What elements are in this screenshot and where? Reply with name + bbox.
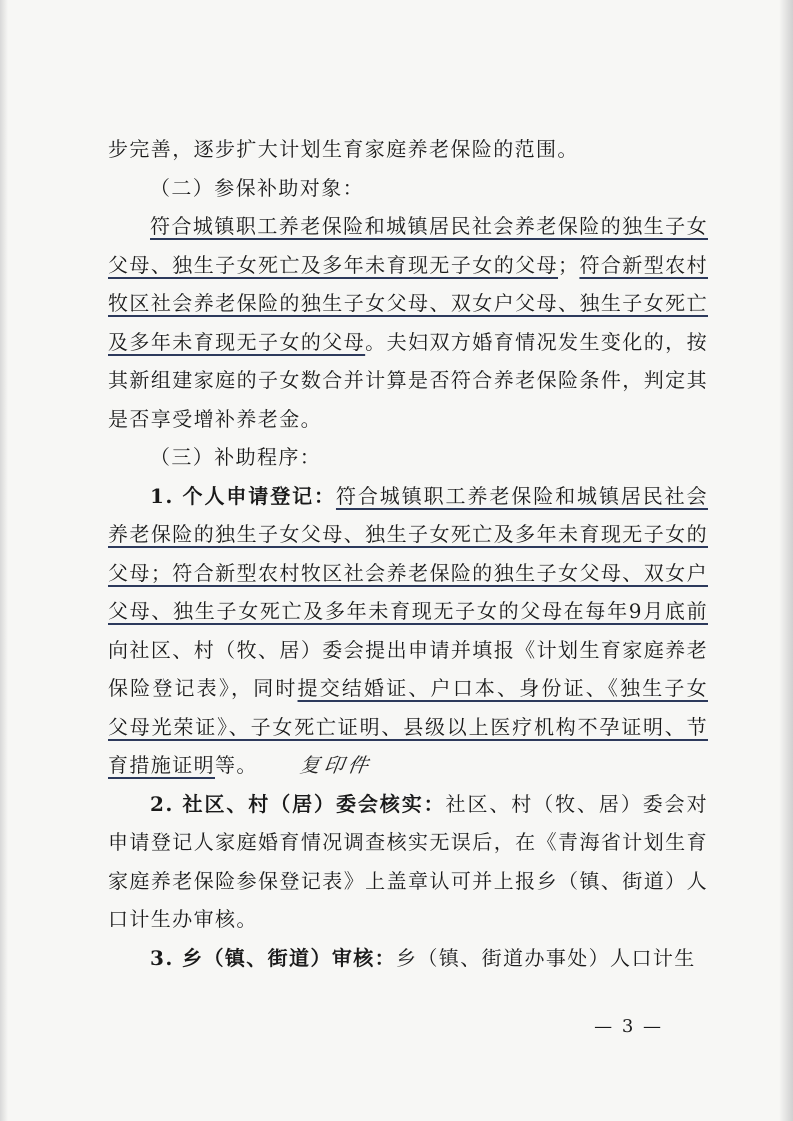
paragraph-text: 等。	[215, 753, 258, 777]
underlined-text: 符合城镇职工养老保险和城镇居民社会养老保险的独生子女父母、独生子女死亡及多年未育现无子女的父母	[108, 214, 708, 277]
underlined-text: 符合城镇职工养老保险和城镇居民社会养老保险的独生子女父母、独生子女死亡及多年未育现无子女的父母；符合新型农村牧区社会养老保险的独生子女父母、双女户父母、独生子女死亡及多年未育现无子女的父母在每年9月底前	[108, 483, 708, 623]
paragraph-text: 。夫妇双方婚育情况发生变化的，按其新组建家庭的子女数合并计算是否符合养老保险条件，判定其是否享受增补养老金。	[108, 329, 708, 431]
scan-edge-right	[779, 0, 793, 1121]
underlined-text: 符合新型农村牧区社会养老保险的独生子女父母、双女户父母、独生子女死亡及多年未育现无子女的父母	[108, 252, 708, 354]
heading-text: （三）补助程序：	[150, 445, 322, 469]
paragraph-text: 步完善，逐步扩大计划生育家庭养老保险的范围。	[108, 137, 579, 161]
scan-edge-left	[0, 0, 8, 1121]
underlined-text: 提交结婚证、户口本、身份证、《独生子女父母光荣证》、子女死亡证明、县级以上医疗机构不孕证明、节育措施证明	[108, 676, 708, 777]
step-title: 3. 乡（镇、街道）审核：	[150, 945, 397, 970]
paragraph-step-1	[108, 477, 708, 785]
paragraph-text: ；	[558, 252, 580, 277]
paragraph-step-2	[108, 785, 708, 939]
page-number: — 3 —	[594, 1016, 663, 1037]
document-body	[108, 130, 708, 977]
handwritten-annotation: 复印件	[298, 753, 374, 777]
paragraph-step-3	[108, 939, 708, 978]
section-heading-procedure	[108, 438, 708, 477]
paragraph-text: 乡（镇、街道办事处）人口计生	[396, 945, 696, 970]
paragraph-eligible-subjects	[108, 207, 708, 438]
section-heading-eligible-subjects	[108, 169, 708, 208]
paragraph-text: 向社区、村（牧、居）委会提出申请并填报《计划生育家庭养老保险登记表》，同时	[108, 637, 708, 700]
heading-text: （二）参保补助对象：	[150, 175, 364, 200]
paragraph-continuation	[108, 130, 708, 169]
step-title: 1. 个人申请登记：	[150, 483, 336, 508]
step-title: 2. 社区、村（居）委会核实：	[150, 791, 446, 816]
paragraph-text: 社区、村（牧、居）委会对申请登记人家庭婚育情况调查核实无误后，在《青海省计划生育家庭养老保险参保登记表》上盖章认可并上报乡（镇、街道）人口计生办审核。	[108, 791, 708, 931]
